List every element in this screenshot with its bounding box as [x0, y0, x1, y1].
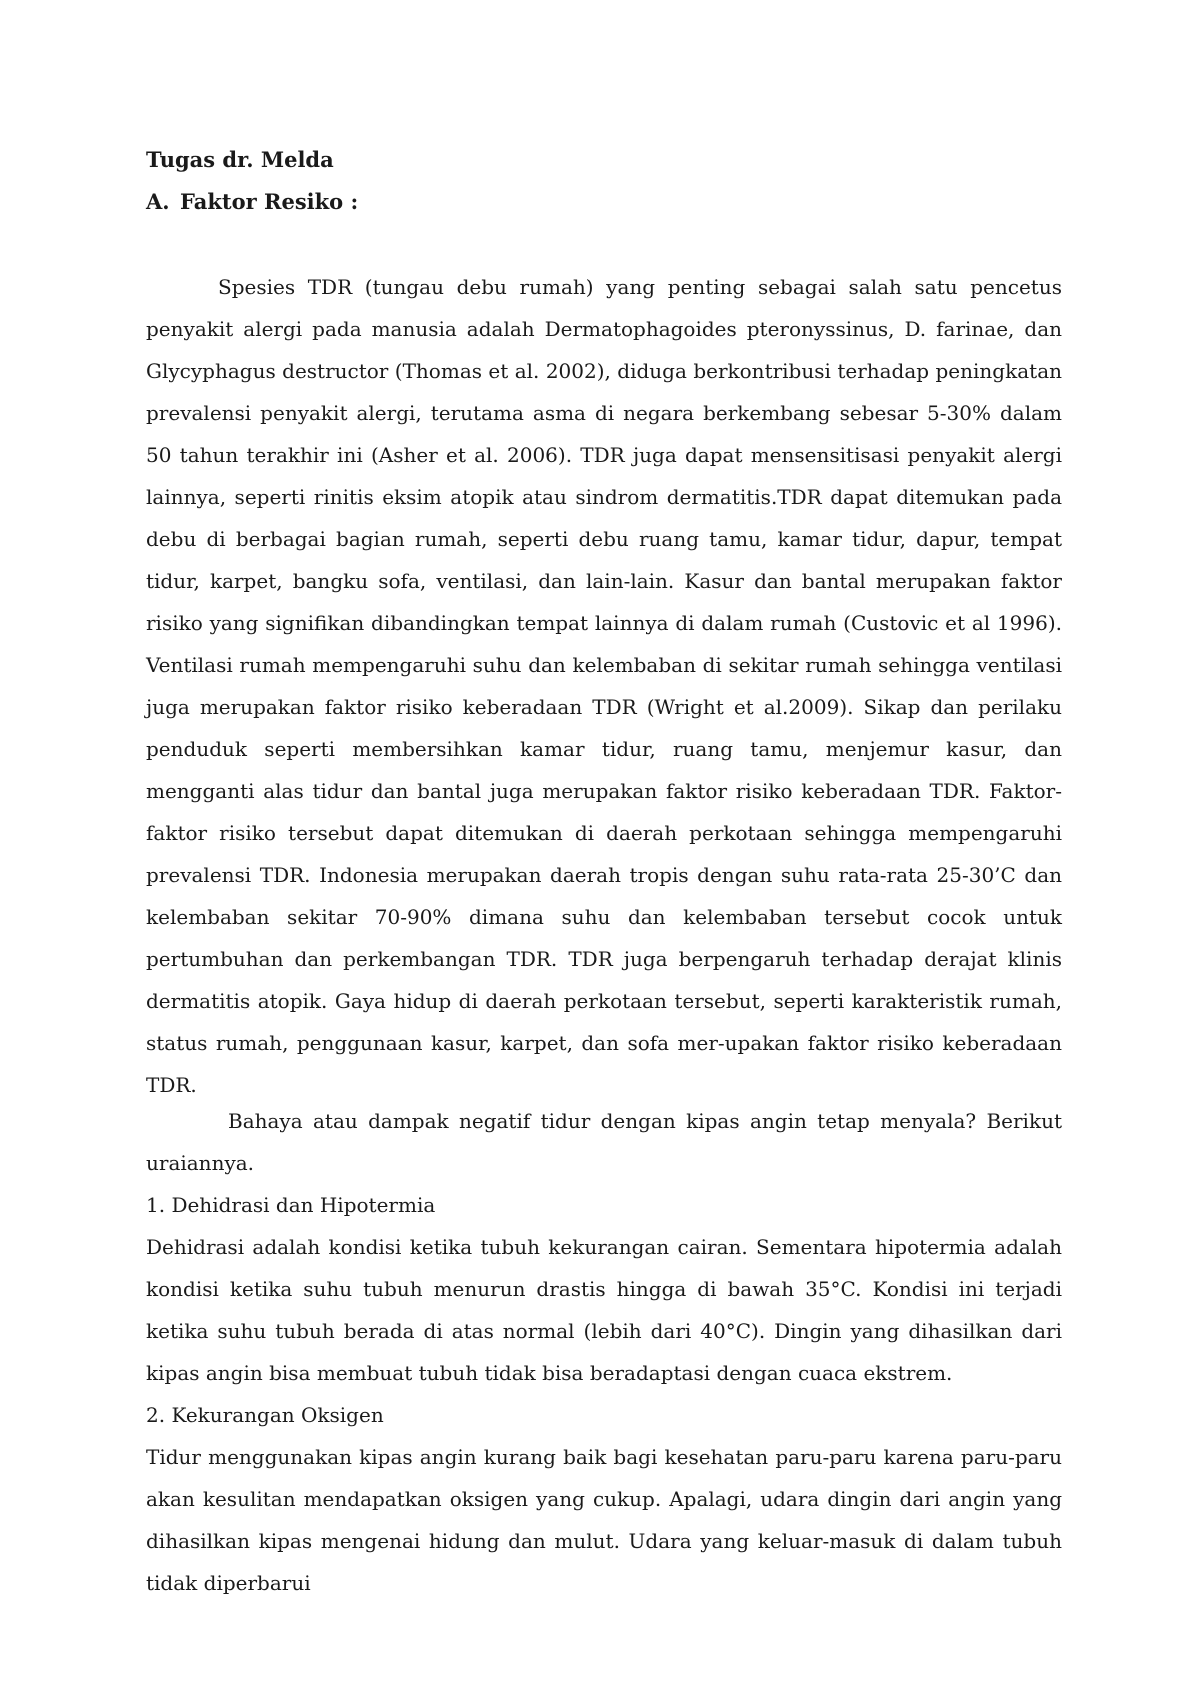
section-heading-faktor-resiko	[146, 186, 358, 218]
item-text-dehidrasi: Dehidrasi adalah kondisi ketika tubuh kekurangan cairan. Sementara hipotermia adalah kondisi ketika suhu tubuh menurun drastis hingga di bawah 35°C. Kondisi ini terjadi ketika suhu tubuh berada di atas normal (lebih dari 40°C). Dingin yang dihasilkan dari kipas angin bisa membuat tubuh tidak bisa beradaptasi dengan cuaca ekstrem.	[146, 1235, 1062, 1385]
document-title: Tugas dr. Melda	[146, 147, 334, 172]
item-title-kekurangan-oksigen: 2. Kekurangan Oksigen	[146, 1403, 384, 1427]
section-number: A.	[146, 189, 170, 214]
faktor-resiko-paragraph: Spesies TDR (tungau debu rumah) yang penting sebagai salah satu pencetus penyakit alergi pada manusia adalah Dermatophagoides pteronyssinus, D. farinae, dan Glycyphagus destructor (Thomas et al. 2002), diduga berkontribusi terhadap peningkatan prevalensi penyakit alergi, terutama asma di negara berkembang sebesar 5-30% dalam 50 tahun terakhir ini (Asher et al. 2006). TDR juga dapat mensensitisasi penyakit alergi lainnya, seperti rinitis eksim atopik atau sindrom dermatitis.TDR dapat ditemukan pada debu di berbagai bagian rumah, seperti debu ruang tamu, kamar tidur, dapur, tempat tidur, karpet, bangku sofa, ventilasi, dan lain-lain. Kasur dan bantal merupakan faktor risiko yang signifikan dibandingkan tempat lainnya di dalam rumah (Custovic et al 1996). Ventilasi rumah mempengaruhi suhu dan kelembaban di sekitar rumah sehingga ventilasi juga merupakan faktor risiko keberadaan TDR (Wright et al.2009). Sikap dan perilaku penduduk seperti membersihkan kamar tidur, ruang tamu, menjemur kasur, dan mengganti alas tidur dan bantal juga merupakan faktor risiko keberadaan TDR. Faktor-faktor risiko tersebut dapat ditemukan di daerah perkotaan sehingga mempengaruhi prevalensi TDR. Indonesia merupakan daerah tropis dengan suhu rata-rata 25-30’C dan kelembaban sekitar 70-90% dimana suhu dan kelembaban tersebut cocok untuk pertumbuhan dan perkembangan TDR. TDR juga berpengaruh terhadap derajat klinis dermatitis atopik. Gaya hidup di daerah perkotaan tersebut, seperti karakteristik rumah, status rumah, penggunaan kasur, karpet, dan sofa mer-upakan faktor risiko keberadaan TDR.	[146, 275, 1062, 1097]
item-title-dehidrasi: 1. Dehidrasi dan Hipotermia	[146, 1193, 436, 1217]
bahaya-kipas-section	[146, 1100, 1062, 1604]
item-text-kekurangan-oksigen: Tidur menggunakan kipas angin kurang baik bagi kesehatan paru-paru karena paru-paru akan kesulitan mendapatkan oksigen yang cukup. Apalagi, udara dingin dari angin yang dihasilkan kipas mengenai hidung dan mulut. Udara yang keluar-masuk di dalam tubuh tidak diperbarui	[146, 1445, 1062, 1595]
section-heading-text: Faktor Resiko :	[180, 189, 359, 214]
intro-paragraph: Bahaya atau dampak negatif tidur dengan kipas angin tetap menyala? Berikut uraiannya.	[146, 1109, 1062, 1175]
faktor-resiko-body	[146, 266, 1062, 1106]
